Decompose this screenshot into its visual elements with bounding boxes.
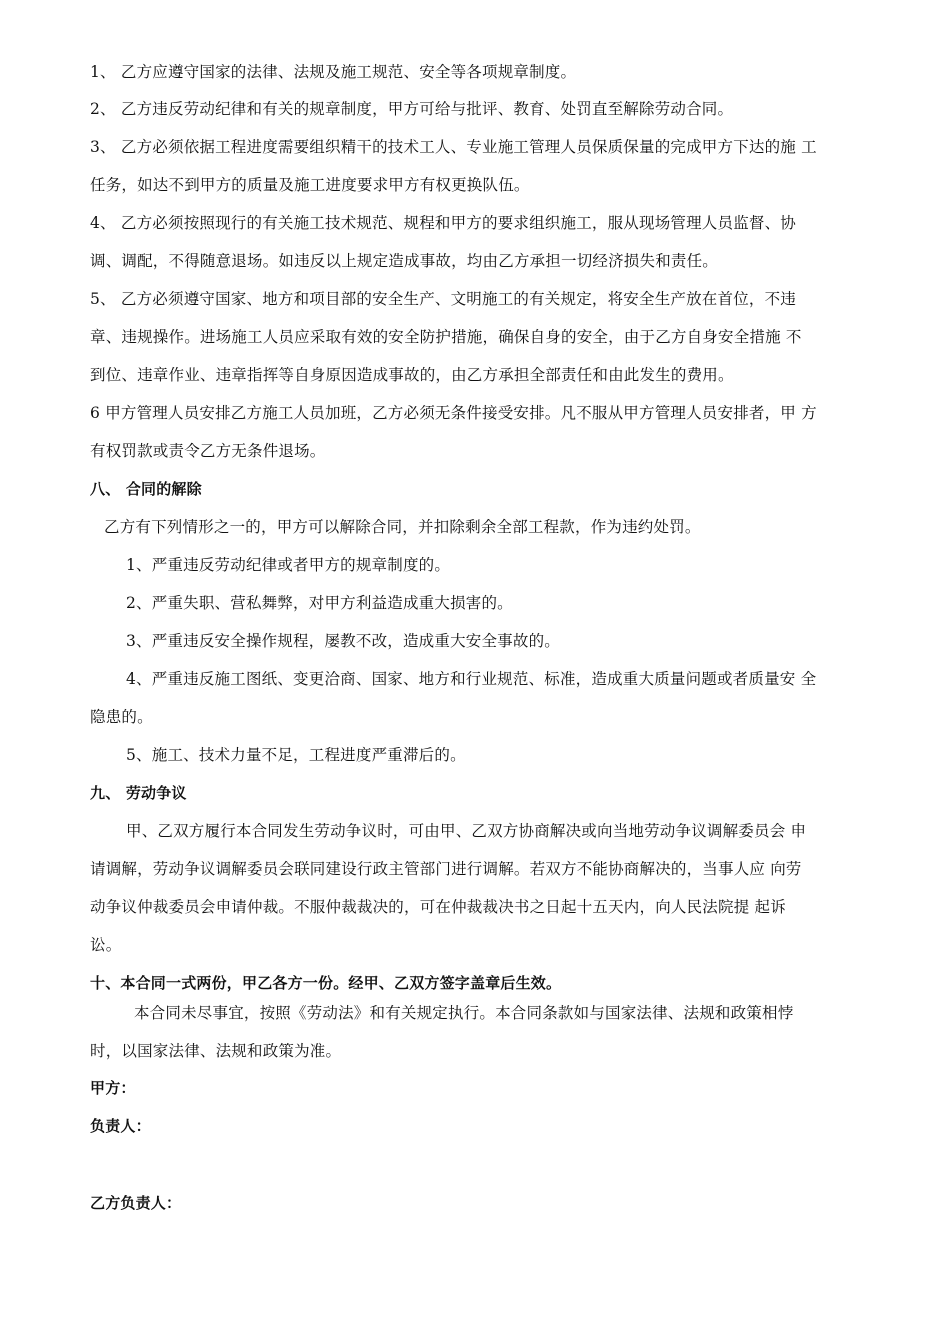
clause-7-5-line2: 章、违规操作。进场施工人员应采取有效的安全防护措施，确保自身的安全，由于乙方自身安全措施 不 (90, 328, 802, 346)
clause-7-1: 1、 乙方应遵守国家的法律、法规及施工规范、安全等各项规章制度。 (90, 63, 577, 81)
clause-7-5-line3: 到位、违章作业、违章指挥等自身原因造成事故的，由乙方承担全部责任和由此发生的费用。 (90, 366, 734, 384)
section-10-heading: 十、本合同一式两份，甲乙各方一份。经甲、乙双方签字盖章后生效。 (90, 974, 562, 992)
section-9-para-line3: 动争议仲裁委员会申请仲裁。不服仲裁裁决的，可在仲裁裁决书之日起十五天内，向人民法院提 起诉 (90, 898, 786, 916)
section-8-heading: 八、 合同的解除 (90, 480, 202, 498)
party-a-person-label: 负责人： (90, 1117, 151, 1135)
clause-7-6-line1: 6 甲方管理人员安排乙方施工人员加班，乙方必须无条件接受安排。凡不服从甲方管理人员安排者，甲 方 (90, 404, 817, 422)
section-9-para-line4: 讼。 (90, 936, 122, 954)
party-b-person-label: 乙方负责人： (90, 1194, 182, 1212)
clause-7-6-line2: 有权罚款或责令乙方无条件退场。 (90, 442, 326, 460)
clause-7-5-line1: 5、 乙方必须遵守国家、地方和项目部的安全生产、文明施工的有关规定，将安全生产放在首位，不违 (90, 290, 796, 308)
section-9-para-line2: 请调解，劳动争议调解委员会联同建设行政主管部门进行调解。若双方不能协商解决的，当事人应 向劳 (90, 860, 802, 878)
section-10-para-line2: 时，以国家法律、法规和政策为准。 (90, 1042, 342, 1060)
section-9-para-line1: 甲、乙双方履行本合同发生劳动争议时，可由甲、乙双方协商解决或向当地劳动争议调解委员会 申 (126, 822, 807, 840)
clause-8-2: 2、严重失职、营私舞弊，对甲方利益造成重大损害的。 (126, 594, 513, 612)
clause-8-5: 5、施工、技术力量不足，工程进度严重滞后的。 (126, 746, 466, 764)
clause-7-4-line2: 调、调配，不得随意退场。如违反以上规定造成事故，均由乙方承担一切经济损失和责任。 (90, 252, 719, 270)
clause-7-3-line2: 任务，如达不到甲方的质量及施工进度要求甲方有权更换队伍。 (90, 176, 530, 194)
party-a-label: 甲方： (90, 1079, 136, 1097)
clause-7-3-line1: 3、 乙方必须依据工程进度需要组织精干的技术工人、专业施工管理人员保质保量的完成甲方下达的施 工 (90, 138, 817, 156)
clause-8-3: 3、严重违反安全操作规程，屡教不改，造成重大安全事故的。 (126, 632, 560, 650)
clause-8-1: 1、严重违反劳动纪律或者甲方的规章制度的。 (126, 556, 451, 574)
section-8-intro: 乙方有下列情形之一的，甲方可以解除合同，并扣除剩余全部工程款，作为违约处罚。 (104, 518, 701, 536)
clause-8-4-line1: 4、严重违反施工图纸、变更洽商、国家、地方和行业规范、标准，造成重大质量问题或者质量安 全 (126, 670, 817, 688)
clause-7-2: 2、 乙方违反劳动纪律和有关的规章制度，甲方可给与批评、教育、处罚直至解除劳动合同。 (90, 100, 734, 118)
section-9-heading: 九、 劳动争议 (90, 784, 187, 802)
clause-8-4-line2: 隐患的。 (90, 708, 153, 726)
clause-7-4-line1: 4、 乙方必须按照现行的有关施工技术规范、规程和甲方的要求组织施工，服从现场管理人员监督、协 (90, 214, 796, 232)
section-10-para-line1: 本合同未尽事宜，按照《劳动法》和有关规定执行。本合同条款如与国家法律、法规和政策相悖 (134, 1004, 794, 1022)
